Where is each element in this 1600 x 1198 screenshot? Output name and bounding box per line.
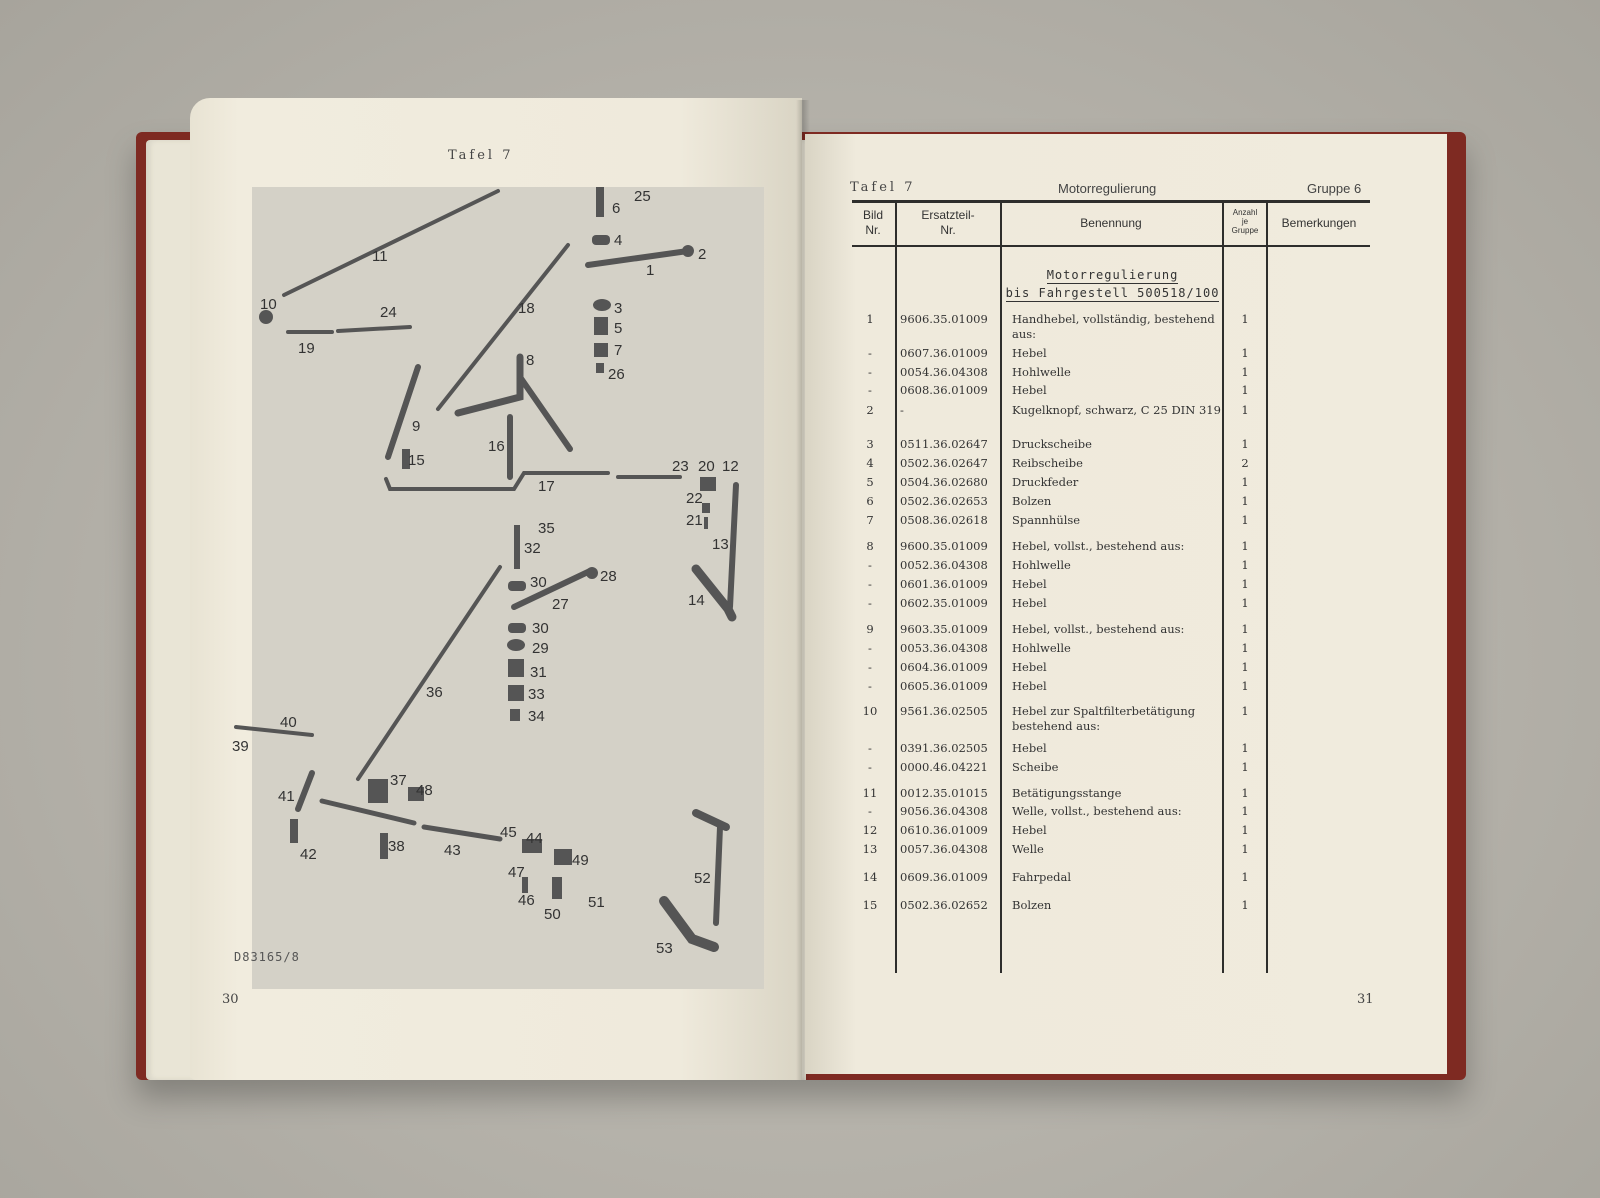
bild-number: 4 — [866, 456, 874, 470]
part-name: Scheibe — [1012, 760, 1059, 774]
bild-number: - — [868, 741, 872, 755]
shaft-13 — [730, 485, 736, 607]
svg-text:17: 17 — [538, 478, 555, 495]
part-number: 0054.36.04308 — [900, 365, 988, 379]
quantity: 1 — [1241, 475, 1249, 489]
quantity: 1 — [1241, 823, 1249, 837]
part-number: - — [900, 403, 904, 417]
svg-text:48: 48 — [416, 782, 433, 799]
part-name: Kugelknopf, schwarz, C 25 DIN 319 — [1012, 403, 1221, 417]
svg-text:7: 7 — [614, 342, 623, 359]
svg-text:32: 32 — [524, 540, 541, 557]
quantity: 1 — [1241, 804, 1249, 818]
part-name: Hebel — [1012, 679, 1047, 693]
part-number: 0601.36.01009 — [900, 577, 988, 591]
part-number: 0502.36.02647 — [900, 456, 988, 470]
svg-text:51: 51 — [588, 894, 605, 911]
part-name: Bolzen — [1012, 494, 1052, 508]
part-name: Hebel — [1012, 346, 1047, 360]
quantity: 1 — [1241, 741, 1249, 755]
svg-text:22: 22 — [686, 490, 703, 507]
bild-number: 8 — [866, 539, 874, 553]
part-37 — [368, 779, 388, 803]
part-name: Hebel — [1012, 660, 1047, 674]
quantity: 1 — [1241, 842, 1249, 856]
svg-text:27: 27 — [552, 596, 569, 613]
part-name: Bolzen — [1012, 898, 1052, 912]
svg-text:42: 42 — [300, 846, 317, 863]
pin-21 — [704, 517, 708, 529]
section-title: Motorregulierung bis Fahrgestell 500518/100 — [1005, 268, 1220, 300]
part-number: 0609.36.01009 — [900, 870, 988, 884]
header-part-number: Ersatzteil- Nr. — [921, 208, 975, 237]
part-number: 0511.36.02647 — [900, 437, 988, 451]
part-name: Hebel zur Spaltfilterbetätigung bestehend aus: — [1012, 704, 1196, 733]
svg-text:37: 37 — [390, 772, 407, 789]
right-page-number: 31 — [1357, 992, 1374, 1007]
table-row — [852, 870, 1370, 900]
svg-text:3: 3 — [614, 300, 623, 317]
part-number: 0000.46.04221 — [900, 760, 988, 774]
disc-30b — [508, 623, 526, 633]
quantity: 1 — [1241, 539, 1249, 553]
svg-text:33: 33 — [528, 686, 545, 703]
svg-text:47: 47 — [508, 864, 525, 881]
svg-text:52: 52 — [694, 870, 711, 887]
svg-text:11: 11 — [372, 248, 388, 265]
part-number: 0391.36.02505 — [900, 741, 988, 755]
svg-text:34: 34 — [528, 708, 545, 725]
bild-number: - — [868, 346, 872, 360]
svg-text:31: 31 — [530, 664, 547, 681]
bolt-38 — [380, 833, 388, 859]
spring-5 — [594, 317, 608, 335]
shaft-52 — [716, 827, 720, 923]
bild-number: - — [868, 804, 872, 818]
part-number: 9603.35.01009 — [900, 622, 988, 636]
sleeve-33 — [508, 685, 524, 701]
svg-text:38: 38 — [388, 838, 405, 855]
svg-text:30: 30 — [530, 574, 547, 591]
table-row — [852, 898, 1370, 928]
part-name: Welle, vollst., bestehend aus: — [1012, 804, 1182, 818]
header-quantity: Anzahl je Gruppe — [1231, 208, 1259, 235]
svg-text:20: 20 — [698, 458, 715, 475]
right-page-title: Motorregulierung — [1058, 181, 1157, 196]
header-remarks: Bemerkungen — [1281, 216, 1357, 230]
right-page-group: Gruppe 6 — [1307, 181, 1362, 196]
svg-text:5: 5 — [614, 320, 623, 337]
part-name: Hebel — [1012, 383, 1047, 397]
svg-text:8: 8 — [526, 352, 535, 369]
quantity: 1 — [1241, 312, 1249, 326]
quantity: 1 — [1241, 660, 1249, 674]
pin-26 — [596, 363, 604, 373]
svg-text:28: 28 — [600, 568, 617, 585]
sleeve-7 — [594, 343, 608, 357]
svg-text:24: 24 — [380, 304, 397, 321]
quantity: 1 — [1241, 898, 1249, 912]
svg-text:15: 15 — [408, 452, 425, 469]
bild-number: 10 — [862, 704, 878, 718]
part-name: Hohlwelle — [1012, 641, 1071, 655]
part-number: 9561.36.02505 — [900, 704, 988, 718]
part-name: Druckscheibe — [1012, 437, 1092, 451]
quantity: 1 — [1241, 870, 1249, 884]
bild-number: 7 — [866, 513, 874, 527]
part-49 — [554, 849, 572, 865]
svg-text:12: 12 — [722, 458, 739, 475]
part-number: 0610.36.01009 — [900, 823, 988, 837]
bild-number: - — [868, 577, 872, 591]
svg-text:30: 30 — [532, 620, 549, 637]
bild-number: 11 — [862, 786, 878, 800]
rod-43 — [424, 827, 500, 839]
part-number: 0057.36.04308 — [900, 842, 988, 856]
part-name: Betätigungsstange — [1012, 786, 1122, 800]
bolt-6 — [596, 187, 604, 217]
svg-text:6: 6 — [612, 200, 621, 217]
svg-text:14: 14 — [688, 592, 705, 609]
exploded-parts-drawing — [232, 187, 764, 989]
bild-number: - — [868, 383, 872, 397]
svg-text:18: 18 — [518, 300, 535, 317]
quantity: 2 — [1241, 456, 1249, 470]
part-number: 0605.36.01009 — [900, 679, 988, 693]
part-number: 0053.36.04308 — [900, 641, 988, 655]
part-name: Hebel — [1012, 741, 1047, 755]
svg-text:4: 4 — [614, 232, 623, 249]
friction-disc-4 — [592, 235, 610, 245]
part-name: Hebel — [1012, 596, 1047, 610]
part-number: 0607.36.01009 — [900, 346, 988, 360]
part-number: 0504.36.02680 — [900, 475, 988, 489]
svg-text:10: 10 — [260, 296, 277, 313]
part-number: 9600.35.01009 — [900, 539, 988, 553]
part-name: Spannhülse — [1012, 513, 1081, 527]
svg-text:16: 16 — [488, 438, 505, 455]
bild-number: - — [868, 679, 872, 693]
rod-11 — [284, 191, 498, 295]
quantity: 1 — [1241, 760, 1249, 774]
disc-30 — [508, 581, 526, 591]
table-row — [852, 312, 1370, 342]
svg-text:41: 41 — [278, 788, 295, 805]
quantity: 1 — [1241, 513, 1249, 527]
part-name: Handhebel, vollständig, bestehend aus: — [1012, 312, 1215, 341]
svg-text:43: 43 — [444, 842, 461, 859]
part-name: Reibscheibe — [1012, 456, 1083, 470]
bild-number: 13 — [862, 842, 878, 856]
header-bild: Bild Nr. — [862, 208, 883, 237]
right-page-tafel: Tafel 7 — [850, 180, 916, 195]
svg-text:40: 40 — [280, 714, 297, 731]
table-row — [852, 704, 1370, 734]
svg-text:9: 9 — [412, 418, 421, 435]
svg-text:45: 45 — [500, 824, 517, 841]
bolt-42 — [290, 819, 298, 843]
quantity: 1 — [1241, 403, 1249, 417]
bild-number: 9 — [866, 622, 874, 636]
bolt-32 — [514, 525, 520, 569]
svg-text:35: 35 — [538, 520, 555, 537]
quantity: 1 — [1241, 704, 1249, 718]
rod-18 — [438, 245, 568, 409]
quantity: 1 — [1241, 577, 1249, 591]
spring-31 — [508, 659, 524, 677]
svg-text:50: 50 — [544, 906, 561, 923]
bild-number: 1 — [866, 312, 874, 326]
svg-text:21: 21 — [686, 512, 703, 529]
figure-code: D83165/8 — [234, 950, 300, 964]
table-row — [852, 842, 1370, 872]
svg-text:25: 25 — [634, 188, 651, 205]
bild-number: 6 — [866, 494, 874, 508]
part-number: 9056.36.04308 — [900, 804, 988, 818]
parts-illustration — [232, 187, 764, 989]
quantity: 1 — [1241, 346, 1249, 360]
part-number: 9606.35.01009 — [900, 312, 988, 326]
svg-text:29: 29 — [532, 640, 549, 657]
table-top-rule — [852, 200, 1370, 203]
part-number: 0502.36.02653 — [900, 494, 988, 508]
lever-41 — [298, 773, 312, 809]
bolt-50 — [552, 877, 562, 899]
part-name: Hebel — [1012, 577, 1047, 591]
rod-17 — [386, 473, 608, 489]
quantity: 1 — [1241, 383, 1249, 397]
bild-number: 14 — [862, 870, 878, 884]
quantity: 1 — [1241, 365, 1249, 379]
quantity: 1 — [1241, 494, 1249, 508]
washer-3 — [593, 299, 611, 311]
bild-number: - — [868, 558, 872, 572]
part-name: Hebel — [1012, 823, 1047, 837]
part-name: Druckfeder — [1012, 475, 1079, 489]
rod-36 — [358, 567, 500, 779]
table-header-rule — [852, 245, 1370, 247]
bild-number: - — [868, 365, 872, 379]
svg-text:44: 44 — [526, 830, 543, 847]
svg-text:39: 39 — [232, 738, 249, 755]
part-number: 0012.35.01015 — [900, 786, 988, 800]
pin-34 — [510, 709, 520, 721]
svg-text:26: 26 — [608, 366, 625, 383]
part-name: Hohlwelle — [1012, 558, 1071, 572]
washer-29 — [507, 639, 525, 651]
part-number: 0052.36.04308 — [900, 558, 988, 572]
bild-number: - — [868, 660, 872, 674]
lever-9 — [388, 367, 421, 457]
svg-text:49: 49 — [572, 852, 589, 869]
svg-text:1: 1 — [646, 262, 655, 279]
bild-number: - — [868, 596, 872, 610]
part-22 — [702, 503, 710, 513]
bild-number: 2 — [866, 403, 874, 417]
quantity: 1 — [1241, 437, 1249, 451]
part-name: Hebel, vollst., bestehend aus: — [1012, 622, 1185, 636]
lever-1 — [588, 251, 688, 265]
bild-number: - — [868, 760, 872, 774]
part-20 — [700, 477, 716, 491]
svg-text:53: 53 — [656, 940, 673, 957]
svg-text:13: 13 — [712, 536, 729, 553]
quantity: 1 — [1241, 596, 1249, 610]
part-name: Fahrpedal — [1012, 870, 1072, 884]
quantity: 1 — [1241, 641, 1249, 655]
header-name: Benennung — [1080, 216, 1142, 230]
bild-number: 15 — [862, 898, 878, 912]
part-number: 0508.36.02618 — [900, 513, 988, 527]
part-number: 0604.36.01009 — [900, 660, 988, 674]
part-number: 0608.36.01009 — [900, 383, 988, 397]
svg-text:2: 2 — [698, 246, 707, 263]
svg-text:36: 36 — [426, 684, 443, 701]
svg-text:23: 23 — [672, 458, 689, 475]
bild-number: 5 — [866, 475, 874, 489]
quantity: 1 — [1241, 622, 1249, 636]
quantity: 1 — [1241, 786, 1249, 800]
part-name: Welle — [1012, 842, 1044, 856]
lever-8 — [458, 357, 520, 413]
part-name: Hohlwelle — [1012, 365, 1071, 379]
part-number: 0602.35.01009 — [900, 596, 988, 610]
table-row — [852, 403, 1370, 433]
bild-number: 12 — [862, 823, 878, 837]
left-page-number: 30 — [222, 992, 239, 1007]
part-name: Hebel, vollst., bestehend aus: — [1012, 539, 1185, 553]
bild-number: - — [868, 641, 872, 655]
quantity: 1 — [1241, 679, 1249, 693]
part-number: 0502.36.02652 — [900, 898, 988, 912]
svg-text:46: 46 — [518, 892, 535, 909]
svg-text:19: 19 — [298, 340, 315, 357]
bild-number: 3 — [866, 437, 874, 451]
left-page-header: Tafel 7 — [448, 148, 514, 163]
quantity: 1 — [1241, 558, 1249, 572]
spring-24 — [338, 327, 410, 331]
